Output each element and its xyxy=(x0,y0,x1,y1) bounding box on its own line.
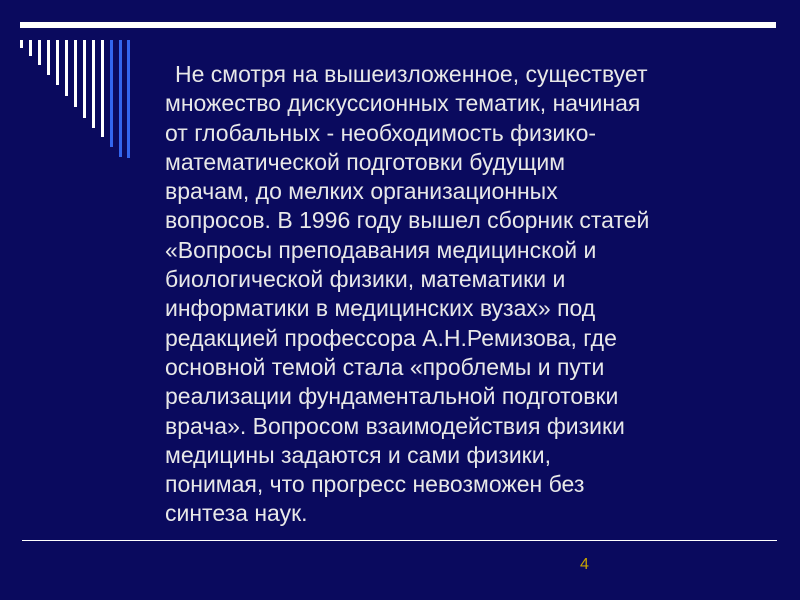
page-number: 4 xyxy=(580,556,589,573)
deco-stripe xyxy=(101,40,104,137)
deco-stripe xyxy=(119,40,122,157)
deco-stripe xyxy=(20,40,23,48)
deco-stripe xyxy=(110,40,113,147)
deco-stripe xyxy=(38,40,41,65)
deco-stripe xyxy=(127,40,130,158)
top-rule xyxy=(20,22,776,28)
slide-body-text: Не смотря на вышеизложенное, существует множество дискуссионных тематик, начиная от глобальных - необходимость физико- математической подготовки будущим врачам, до мелких организационных вопросов. В 1996 году вышел сборник статей «Вопросы преподавания медицинской и биологической физики, математики и информатики в медицинских вузах» под редакцией профессора А.Н.Ремизова, где основной темой стала «проблемы и пути реализации фундаментальной подготовки врача». Вопросом взаимодействия физики медицины задаются и сами физики, понимая, что прогресс невозможен без синтеза наук. xyxy=(165,61,650,527)
deco-stripe xyxy=(65,40,68,96)
deco-stripe xyxy=(29,40,32,56)
deco-stripe xyxy=(92,40,95,128)
deco-stripe xyxy=(83,40,86,118)
deco-stripe xyxy=(47,40,50,75)
bottom-rule xyxy=(22,540,777,541)
deco-stripe xyxy=(74,40,77,107)
deco-stripe xyxy=(56,40,59,85)
